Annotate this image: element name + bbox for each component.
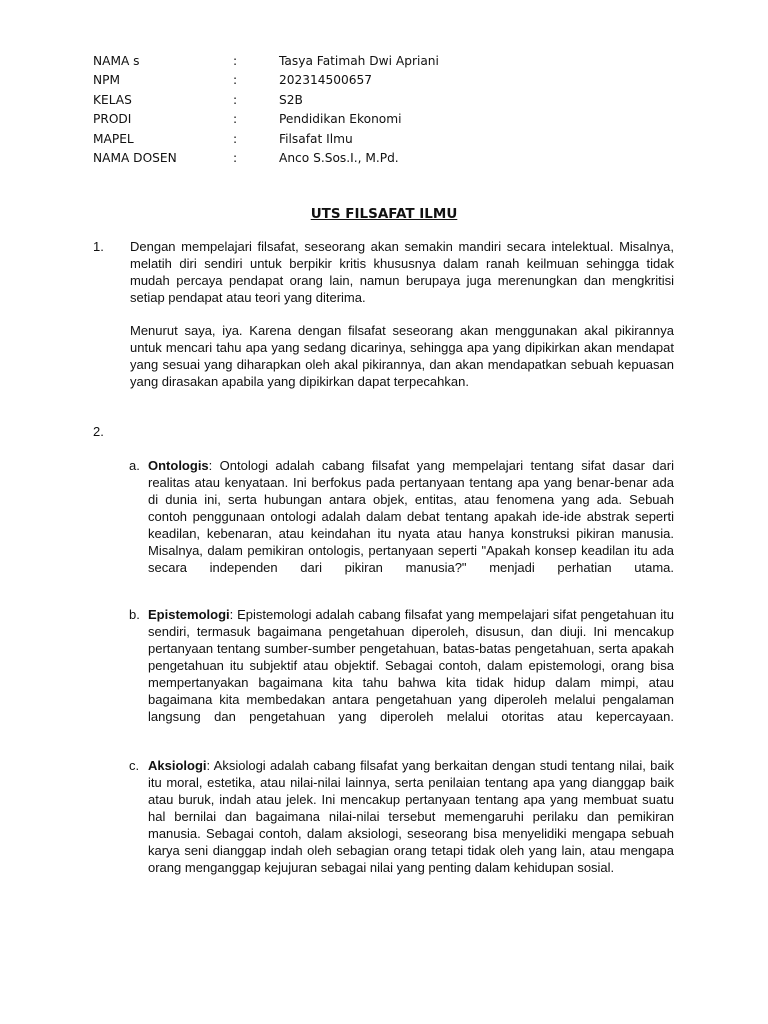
ontology-text: : Ontologi adalah cabang filsafat yang mempelajari tentang sifat dasar dari realitas atau kenyataan. Ini berfokus pada pertanyaan tentang apa yang benar-benar ada di dunia ini, serta hubungan antara objek, entitas, atau fenomena yang ada. Sebuah contoh penggunaan ontologi adalah dalam debat tentang apakah ide-ide abstrak seperti keadilan, kebenaran, atau keindahan itu nyata atau hanya konstruksi pikiran manusia. Misalnya, dalam pemikiran ontologis, pertanyaan seperti "Apakah konsep keadilan itu ada secara independen dari pikiran manusia?" menjadi perhatian utama. bbox=[148, 458, 674, 575]
info-label: NAMA s bbox=[93, 54, 140, 68]
info-colon: : bbox=[233, 131, 238, 146]
epistemology-text: : Epistemologi adalah cabang filsafat yang mempelajari sifat pengetahuan itu sendiri, termasuk bagaimana pengetahuan diperoleh, disusun, dan diuji. Ini mencakup pertanyaan tentang sumber-sumber pengetahuan, batas-batas pengetahuan, serta apakah pengetahuan itu subjektif atau objektif. Sebagai contoh, dalam epistemologi, orang bisa mempertanyakan bagaimana kita tahu bahwa kita tidak hidup dalam mimpi, atau bagaimana kita membedakan antara pengetahuan yang diperoleh melalui pengalaman langsung dan pengetahuan yang diperoleh melalui otoritas atau kepercayaan. bbox=[148, 607, 674, 724]
info-colon: : bbox=[233, 150, 238, 165]
epistemology-paragraph bbox=[148, 606, 674, 725]
sub-item-letter: c. bbox=[129, 758, 140, 773]
info-colon: : bbox=[233, 73, 238, 88]
info-row-program bbox=[93, 110, 439, 129]
question-number: 2. bbox=[93, 424, 104, 439]
info-value: S2B bbox=[279, 92, 303, 107]
term-aksiologi: Aksiologi bbox=[148, 758, 207, 773]
sub-item-letter: a. bbox=[129, 458, 140, 473]
sub-item-letter: b. bbox=[129, 607, 140, 622]
info-colon: : bbox=[233, 112, 238, 127]
axiology-paragraph bbox=[148, 757, 674, 876]
info-row-npm bbox=[93, 71, 439, 90]
answer-1-paragraph-1: Dengan mempelajari filsafat, seseorang akan semakin mandiri secara intelektual. Misalnya, melatih diri sendiri untuk berpikir kritis khususnya dalam ranah keilmuan sehingga tidak mudah percaya pendapat orang lain, namun berupaya juga merenungkan dan mengkritisi setiap pendapat atau teori yang diterima. bbox=[130, 239, 674, 305]
info-value: Tasya Fatimah Dwi Apriani bbox=[279, 54, 439, 68]
ontology-paragraph bbox=[148, 457, 674, 576]
term-epistemologi: Epistemologi bbox=[148, 607, 230, 622]
axiology-text: : Aksiologi adalah cabang filsafat yang berkaitan dengan studi tentang nilai, baik itu moral, estetika, atau nilai-nilai lainnya, serta penilaian tentang apa yang dianggap baik atau buruk, indah atau jelek. Ini mencakup pertanyaan tentang apa yang membuat suatu hal bernilai dan bagaimana nilai-nilai tersebut memengaruhi perilaku dan pemikiran manusia. Sebagai contoh, dalam aksiologi, seseorang bisa menyelidiki mengapa sebuah karya seni dianggap indah oleh sebagian orang tetapi tidak oleh yang lain, atau mengapa orang menganggap kejujuran sebagai nilai yang penting dalam kehidupan sosial. bbox=[148, 758, 674, 875]
info-colon: : bbox=[233, 92, 238, 107]
info-value: Filsafat Ilmu bbox=[279, 131, 353, 146]
info-colon: : bbox=[233, 54, 238, 68]
question-number: 1. bbox=[93, 239, 104, 254]
info-value: Pendidikan Ekonomi bbox=[279, 112, 402, 127]
info-value: 202314500657 bbox=[279, 73, 373, 88]
document-title: UTS FILSAFAT ILMU bbox=[310, 206, 458, 222]
info-label: NPM bbox=[93, 73, 120, 88]
info-label: NAMA DOSEN bbox=[93, 150, 177, 165]
info-row-subject bbox=[93, 130, 439, 149]
info-row-lecturer bbox=[93, 149, 439, 168]
info-row-name bbox=[93, 52, 439, 71]
info-label: MAPEL bbox=[93, 131, 134, 146]
answer-1-paragraph-2: Menurut saya, iya. Karena dengan filsafat seseorang akan menggunakan akal pikirannya untuk mencari tahu apa yang sedang dicarinya, sehingga apa yang dipikirkan akan mendapat yang sesuai yang diharapkan oleh akal pikirannya, dan akan mendapatkan sebuah kepuasan yang dirasakan apabila yang dipikirkan dapat terpecahkan. bbox=[130, 323, 674, 389]
info-row-class bbox=[93, 91, 439, 110]
info-label: PRODI bbox=[93, 112, 132, 127]
term-ontologis: Ontologis bbox=[148, 458, 209, 473]
info-value: Anco S.Sos.I., M.Pd. bbox=[279, 150, 399, 165]
student-info-block bbox=[93, 52, 439, 168]
info-label: KELAS bbox=[93, 92, 132, 107]
